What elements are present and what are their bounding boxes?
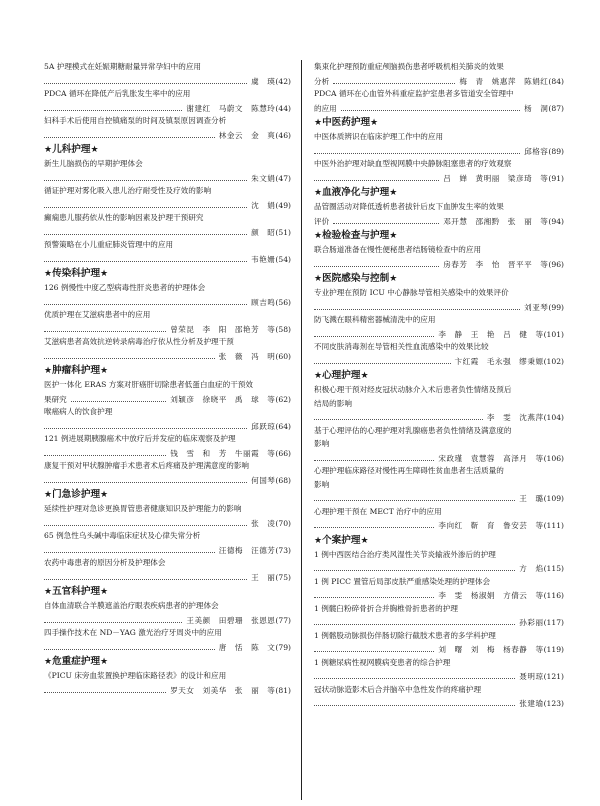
section-label: 危重症护理 bbox=[52, 656, 101, 667]
toc-entry[interactable] bbox=[44, 87, 291, 114]
entry-page-number: (75) bbox=[275, 572, 291, 582]
entry-title: 1 例 PICC 置管后局部皮肤严重感染处理的护理体会 bbox=[314, 576, 491, 586]
entry-title: 延续性护理对急诊更换胃管患者健康知识及护理能力的影响 bbox=[44, 504, 242, 513]
section-heading bbox=[44, 585, 291, 599]
entry-authors: 房春芳 李 怡 晋平平 等 bbox=[443, 259, 549, 269]
entry-author-line bbox=[44, 613, 291, 627]
dot-leader bbox=[71, 392, 166, 402]
entry-authors: 李向红 靳 育 鲁安芸 等 bbox=[438, 521, 544, 530]
entry-author-line bbox=[44, 419, 291, 433]
entry-page-number: (84) bbox=[548, 76, 564, 86]
entry-author-line bbox=[314, 588, 564, 602]
section-heading bbox=[314, 229, 564, 243]
entry-page-number: (91) bbox=[548, 173, 564, 183]
entry-author-line bbox=[44, 252, 291, 266]
toc-entry[interactable] bbox=[314, 629, 564, 656]
entry-authors: 刘 曙 刘 梅 杨春静 等 bbox=[438, 645, 544, 654]
entry-page-number: (117) bbox=[543, 618, 564, 627]
dot-leader bbox=[44, 322, 166, 332]
toc-entry[interactable] bbox=[44, 626, 291, 653]
dot-leader bbox=[314, 144, 520, 154]
toc-entry[interactable] bbox=[314, 313, 564, 340]
star-icon: ★ bbox=[44, 269, 53, 279]
toc-entry[interactable] bbox=[44, 378, 291, 405]
star-icon: ★ bbox=[314, 274, 323, 284]
toc-entry[interactable] bbox=[44, 157, 291, 184]
toc-entry[interactable] bbox=[44, 459, 291, 486]
entry-title: 联合肠道准备在慢性便秘患者结肠镜检查中的应用 bbox=[314, 245, 482, 254]
entry-title: 1 例髂股动脉损伤伴肠切除行截肢术患者的多学科护理 bbox=[314, 630, 496, 640]
entry-authors: 张 薇 冯 明 bbox=[218, 351, 276, 361]
dot-leader bbox=[44, 570, 247, 580]
dot-leader bbox=[314, 491, 515, 501]
entry-author-line bbox=[314, 669, 564, 683]
toc-entry[interactable] bbox=[314, 548, 564, 575]
entry-title: 集束化护理预防重症颅脑损伤患者呼吸机相关肺炎的效果 bbox=[314, 62, 504, 71]
entry-title: 1 例糖尿病性视网膜病变患者的综合护理 bbox=[314, 657, 451, 667]
entry-authors: 颜 昭 bbox=[251, 227, 276, 237]
toc-entry[interactable] bbox=[314, 575, 564, 602]
star-icon: ★ bbox=[100, 269, 109, 279]
section-heading bbox=[44, 655, 291, 669]
entry-title: 冠状动脉造影术后合并脑卒中急性发作的疼痛护理 bbox=[314, 684, 482, 694]
entry-title: 121 例进展期胰腺癌术中放疗后并发症的临床观察及护理 bbox=[44, 434, 236, 443]
section-heading bbox=[314, 186, 564, 200]
toc-entry[interactable] bbox=[314, 87, 564, 114]
toc-entry[interactable] bbox=[44, 281, 291, 308]
entry-authors: 聂明琼 bbox=[519, 672, 544, 681]
dot-leader bbox=[44, 613, 182, 623]
entry-author-line bbox=[44, 322, 291, 336]
entry-author-line bbox=[314, 257, 564, 271]
dot-leader bbox=[314, 588, 434, 598]
toc-entry[interactable] bbox=[314, 200, 564, 227]
section-label: 中医药护理 bbox=[322, 117, 371, 128]
section-heading bbox=[44, 267, 291, 281]
entry-title: 影响 bbox=[314, 439, 330, 448]
entry-page-number: (54) bbox=[275, 254, 291, 264]
entry-page-number: (44) bbox=[275, 103, 291, 113]
entry-authors: 吕 婵 黄明丽 梁彦琦 等 bbox=[443, 173, 549, 183]
toc-entry[interactable] bbox=[44, 238, 291, 265]
entry-page-number: (104) bbox=[543, 413, 564, 422]
toc-entry[interactable] bbox=[314, 505, 564, 532]
entry-author-line bbox=[44, 683, 291, 697]
entry-authors: 沈 娟 bbox=[251, 200, 276, 210]
entry-author-line bbox=[314, 171, 564, 185]
entry-author-line bbox=[314, 561, 564, 575]
entry-title: 1 例中西医结合治疗类风湿性关节炎输液外渗后的护理 bbox=[314, 549, 496, 559]
entry-authors: 杨 洞 bbox=[524, 103, 549, 113]
entry-authors: 方 焰 bbox=[519, 564, 544, 573]
entry-authors: 张 凌 bbox=[251, 518, 276, 528]
section-label: 门急诊护理 bbox=[52, 489, 101, 500]
entry-authors: 李 静 王 艳 吕 健 等 bbox=[438, 329, 544, 339]
right-column bbox=[314, 60, 564, 806]
dot-leader bbox=[44, 295, 247, 305]
dot-leader bbox=[44, 349, 215, 359]
dot-leader bbox=[314, 518, 434, 528]
star-icon: ★ bbox=[314, 231, 323, 241]
entry-authors: 梅 青 姚惠萍 陈娟红 bbox=[459, 76, 549, 86]
star-icon: ★ bbox=[389, 231, 398, 241]
dot-leader bbox=[44, 516, 247, 526]
entry-author-line bbox=[44, 128, 291, 142]
section-heading bbox=[314, 534, 564, 548]
star-icon: ★ bbox=[314, 535, 323, 546]
entry-page-number: (68) bbox=[275, 475, 291, 485]
entry-author-line bbox=[44, 171, 291, 185]
dot-leader bbox=[314, 451, 434, 461]
toc-entry[interactable] bbox=[314, 243, 564, 270]
toc-entry[interactable] bbox=[44, 60, 291, 87]
left-column bbox=[44, 60, 291, 806]
entry-authors: 汪德梅 汪德芳 bbox=[218, 545, 276, 555]
star-icon: ★ bbox=[100, 587, 109, 597]
toc-entry[interactable] bbox=[44, 114, 291, 141]
entry-title: 新生儿脑损伤的早期护理体会 bbox=[44, 159, 143, 168]
entry-author-line bbox=[314, 518, 564, 532]
entry-page-number: (47) bbox=[275, 173, 291, 183]
entry-page-number: (106) bbox=[543, 453, 564, 463]
entry-authors: 顾吉鸣 bbox=[251, 297, 276, 307]
entry-authors: 王 丽 bbox=[251, 572, 276, 582]
dot-leader bbox=[44, 419, 247, 429]
dot-leader bbox=[314, 696, 515, 706]
dot-leader bbox=[314, 642, 434, 652]
entry-authors: 虞 瑛 bbox=[251, 76, 276, 86]
toc-entry[interactable] bbox=[314, 286, 564, 313]
entry-page-number: (123) bbox=[543, 699, 564, 708]
section-label: 肿瘤科护理 bbox=[52, 365, 101, 376]
entry-authors: 邱格容 bbox=[524, 146, 549, 156]
entry-author-line bbox=[314, 327, 564, 341]
entry-authors: 李 雯 沈燕萍 bbox=[486, 413, 544, 422]
toc-entry[interactable] bbox=[314, 383, 564, 424]
entry-authors: 王美颜 田碧珊 张恩恩 bbox=[186, 615, 276, 625]
entry-author-line bbox=[314, 451, 564, 465]
entry-page-number: (62) bbox=[275, 394, 291, 404]
section-label: 个案护理 bbox=[322, 534, 361, 546]
entry-page-number: (73) bbox=[275, 545, 291, 555]
entry-authors: 刘颖彦 徐晓平 禹 球 等 bbox=[170, 394, 276, 404]
entry-author-line bbox=[44, 392, 291, 406]
entry-authors: 曾荣昆 李 阳 邵艳芳 等 bbox=[170, 324, 276, 334]
entry-title: 126 例慢性中度乙型病毒性肝炎患者的护理体会 bbox=[44, 283, 206, 292]
entry-title: 《PICU 床旁血浆置换护理临床路径表》的设计和应用 bbox=[44, 671, 227, 680]
entry-title: 5A 护理模式在妊娠期糖耐量异常孕妇中的应用 bbox=[44, 62, 202, 71]
dot-leader bbox=[314, 171, 439, 181]
toc-entry[interactable] bbox=[44, 211, 291, 238]
entry-authors: 钱 雪 和 芳 牛丽霞 等 bbox=[170, 448, 276, 458]
entry-title: 基于心理评估的心理护理对乳腺癌患者负性情绪及满意度的 bbox=[314, 425, 512, 435]
entry-author-line bbox=[314, 144, 564, 158]
section-heading bbox=[44, 364, 291, 378]
star-icon: ★ bbox=[100, 490, 109, 500]
dot-leader bbox=[314, 354, 451, 364]
section-heading bbox=[314, 272, 564, 286]
entry-title: 优质护理在艾滋病患者中的应用 bbox=[44, 310, 151, 319]
entry-title: PDCA 循环在降低产后乳胀发生率中的应用 bbox=[44, 89, 191, 98]
entry-page-number: (42) bbox=[275, 76, 291, 86]
entry-author-line bbox=[314, 410, 564, 424]
entry-page-number: (99) bbox=[548, 302, 564, 312]
entry-page-number: (87) bbox=[548, 103, 564, 113]
entry-author-line bbox=[44, 640, 291, 654]
entry-title: 农药中毒患者的原因分析及护理体会 bbox=[44, 558, 166, 567]
toc-entry[interactable] bbox=[314, 464, 564, 505]
dot-leader bbox=[44, 683, 166, 693]
entry-author-line bbox=[44, 198, 291, 212]
entry-page-number: (116) bbox=[543, 591, 564, 600]
entry-page-number: (102) bbox=[543, 356, 564, 366]
entry-author-line bbox=[314, 491, 564, 505]
entry-title: 专业护理在预防 ICU 中心静脉导管相关感染中的效果评价 bbox=[314, 288, 509, 297]
entry-author-line bbox=[44, 295, 291, 309]
star-icon: ★ bbox=[389, 274, 398, 284]
entry-author-line bbox=[314, 615, 564, 629]
dot-leader bbox=[44, 198, 247, 208]
toc-entry[interactable] bbox=[44, 556, 291, 583]
entry-title: 1 例髋臼粉碎骨折合并胸椎骨折患者的护理 bbox=[314, 603, 458, 613]
entry-title: 医护一体化 ERAS 方案对肝癌肝切除患者低蛋白血症的干预效 bbox=[44, 380, 254, 389]
entry-authors: 刘亚琴 bbox=[524, 302, 549, 312]
dot-leader bbox=[44, 473, 247, 483]
toc-entry[interactable] bbox=[44, 184, 291, 211]
toc-entry[interactable] bbox=[314, 60, 564, 87]
entry-author-line bbox=[314, 354, 564, 368]
entry-title: 癫痫患儿服药依从性的影响因素及护理干预研究 bbox=[44, 213, 204, 222]
dot-leader bbox=[314, 327, 434, 337]
entry-title: 四手操作技术在 ND－YAG 激光治疗牙周炎中的应用 bbox=[44, 628, 222, 637]
entry-authors: 李 雯 杨淑娟 方倩云 等 bbox=[438, 591, 544, 600]
entry-author-line bbox=[314, 74, 564, 88]
section-heading bbox=[314, 116, 564, 130]
dot-leader bbox=[44, 640, 215, 650]
entry-page-number: (111) bbox=[543, 521, 564, 530]
section-heading bbox=[44, 488, 291, 502]
entry-page-number: (81) bbox=[275, 685, 291, 695]
entry-author-line bbox=[314, 300, 564, 314]
entry-authors: 张建瑜 bbox=[519, 699, 544, 708]
entry-author-line bbox=[314, 642, 564, 656]
entry-author-line bbox=[44, 101, 291, 115]
entry-title: 品管圈活动对降低透析患者拔针后皮下血肿发生率的效果 bbox=[314, 202, 504, 211]
star-icon: ★ bbox=[360, 535, 369, 546]
entry-page-number: (49) bbox=[275, 200, 291, 210]
star-icon: ★ bbox=[44, 145, 53, 155]
entry-title: 预警策略在小儿重症肺炎管理中的应用 bbox=[44, 240, 174, 249]
star-icon: ★ bbox=[44, 657, 53, 667]
star-icon: ★ bbox=[370, 118, 379, 128]
dot-leader bbox=[314, 669, 515, 679]
toc-entry[interactable] bbox=[44, 529, 291, 556]
entry-page-number: (109) bbox=[543, 494, 564, 503]
section-label: 传染科护理 bbox=[52, 268, 101, 279]
entry-page-number: (58) bbox=[275, 324, 291, 334]
entry-title: 影响 bbox=[314, 479, 330, 489]
toc-entry[interactable] bbox=[314, 157, 564, 184]
entry-title: 中医外治护理对缺血型视网膜中央静脉阻塞患者的疗效观察 bbox=[314, 159, 512, 168]
column-divider bbox=[301, 60, 302, 800]
entry-author-line bbox=[44, 349, 291, 363]
star-icon: ★ bbox=[44, 587, 53, 597]
entry-page-number: (89) bbox=[548, 146, 564, 156]
dot-leader bbox=[44, 171, 247, 181]
dot-leader bbox=[314, 410, 483, 420]
entry-title: 心理护理干预在 MECT 治疗中的应用 bbox=[314, 506, 442, 516]
entry-title: 结局的影响 bbox=[314, 398, 352, 408]
entry-title-tail: 的应用 bbox=[314, 103, 337, 113]
section-label: 血液净化与护理 bbox=[322, 187, 390, 198]
entry-title-tail: 评价 bbox=[314, 216, 330, 226]
entry-authors: 何国琴 bbox=[251, 475, 276, 485]
star-icon: ★ bbox=[90, 145, 99, 155]
entry-page-number: (79) bbox=[275, 642, 291, 652]
entry-authors: 唐 恬 陈 文 bbox=[218, 642, 276, 652]
toc-entry[interactable] bbox=[44, 405, 291, 432]
entry-author-line bbox=[44, 570, 291, 584]
entry-authors: 林金云 金 爽 bbox=[218, 130, 276, 140]
section-label: 儿科护理 bbox=[52, 144, 91, 155]
entry-authors: 卞红霞 毛永强 缪秉嫄 bbox=[454, 356, 544, 366]
entry-author-line bbox=[44, 446, 291, 460]
star-icon: ★ bbox=[100, 657, 109, 667]
section-label: 心理护理 bbox=[322, 370, 361, 381]
dot-leader bbox=[44, 252, 247, 262]
dot-leader bbox=[333, 214, 439, 224]
entry-author-line bbox=[44, 516, 291, 530]
toc-entry[interactable] bbox=[314, 424, 564, 465]
dot-leader bbox=[314, 615, 515, 625]
toc-entry[interactable] bbox=[44, 308, 291, 335]
entry-title: 65 例急性乌头碱中毒临床症状及心律失常分析 bbox=[44, 531, 201, 540]
entry-page-number: (101) bbox=[543, 329, 564, 339]
entry-author-line bbox=[314, 696, 564, 710]
entry-page-number: (119) bbox=[543, 645, 564, 654]
entry-page-number: (70) bbox=[275, 518, 291, 528]
entry-title: 防飞溅在眼科精密器械清洗中的应用 bbox=[314, 315, 436, 324]
entry-page-number: (46) bbox=[275, 130, 291, 140]
entry-title: 不同皮肤消毒剂在导管相关性血流感染中的效果比较 bbox=[314, 342, 489, 351]
entry-authors: 邓开慧 邵湘黔 张 丽 等 bbox=[443, 216, 549, 226]
star-icon: ★ bbox=[100, 366, 109, 376]
entry-page-number: (56) bbox=[275, 297, 291, 307]
star-icon: ★ bbox=[389, 188, 398, 198]
dot-leader bbox=[44, 128, 215, 138]
toc-entry[interactable] bbox=[44, 669, 291, 696]
entry-title: 自体血清联合羊膜遮盖治疗眼表疾病患者的护理体会 bbox=[44, 601, 219, 610]
dot-leader bbox=[44, 101, 182, 111]
entry-authors: 孙彩丽 bbox=[519, 618, 544, 627]
section-heading bbox=[314, 369, 564, 383]
dot-leader bbox=[44, 74, 247, 84]
entry-author-line bbox=[44, 473, 291, 487]
star-icon: ★ bbox=[314, 188, 323, 198]
dot-leader bbox=[333, 74, 455, 84]
star-icon: ★ bbox=[44, 490, 53, 500]
entry-page-number: (115) bbox=[543, 564, 564, 573]
toc-entry[interactable] bbox=[314, 602, 564, 629]
entry-authors: 罗天女 刘美华 张 丽 等 bbox=[170, 685, 276, 695]
star-icon: ★ bbox=[44, 366, 53, 376]
dot-leader bbox=[44, 543, 215, 553]
entry-authors: 王 璐 bbox=[519, 494, 544, 503]
entry-title: 心理护理临床路径对慢性再生障碍性贫血患者生活质量的 bbox=[314, 466, 504, 475]
entry-title: 喉癌病人的饮食护理 bbox=[44, 407, 113, 416]
entry-title: 艾滋病患者高效抗逆转录病毒治疗依从性分析及护理干预 bbox=[44, 337, 234, 346]
toc-entry[interactable] bbox=[44, 432, 291, 459]
entry-title: 康复干预对甲状腺肿瘤手术患者术后疼痛及护理满意度的影响 bbox=[44, 461, 250, 470]
star-icon: ★ bbox=[360, 371, 369, 381]
toc-entry[interactable] bbox=[44, 599, 291, 626]
entry-page-number: (60) bbox=[275, 351, 291, 361]
dot-leader bbox=[314, 300, 520, 310]
entry-title: 积极心理干预对经皮冠状动脉介入术后患者负性情绪及预后 bbox=[314, 385, 512, 394]
section-label: 五官科护理 bbox=[52, 586, 101, 597]
entry-author-line bbox=[44, 225, 291, 239]
entry-page-number: (66) bbox=[275, 448, 291, 458]
entry-page-number: (94) bbox=[548, 216, 564, 226]
entry-author-line bbox=[314, 214, 564, 228]
section-label: 检验检查与护理 bbox=[322, 230, 390, 241]
toc-entry[interactable] bbox=[314, 683, 564, 710]
entry-authors: 韦艳姗 bbox=[251, 254, 276, 264]
section-label: 医院感染与控制 bbox=[322, 273, 390, 284]
toc-entry[interactable] bbox=[44, 335, 291, 362]
entry-title: 循证护理对雾化吸入患儿治疗耐受性及疗效的影响 bbox=[44, 186, 212, 195]
entry-authors: 邱跃琼 bbox=[251, 421, 276, 431]
dot-leader bbox=[44, 446, 166, 456]
entry-title-tail: 果研究 bbox=[44, 394, 67, 404]
entry-title: PDCA 循环在心血管外科重症监护室患者多管道安全管理中 bbox=[314, 89, 514, 98]
dot-leader bbox=[341, 101, 520, 111]
entry-authors: 宋政瑾 袁慧蓉 高泽月 等 bbox=[438, 453, 544, 463]
entry-page-number: (96) bbox=[548, 259, 564, 269]
dot-leader bbox=[314, 561, 515, 571]
entry-author-line bbox=[44, 74, 291, 88]
star-icon: ★ bbox=[314, 118, 323, 128]
toc-entry[interactable] bbox=[314, 340, 564, 367]
entry-title: 妇科手术后使用自控镇痛泵的时间及镇泵原因调查分析 bbox=[44, 116, 227, 125]
entry-authors: 谢建红 马蔚文 陈慧玲 bbox=[186, 103, 276, 113]
entry-author-line bbox=[314, 101, 564, 115]
entry-title: 中医体质辨识在临床护理工作中的应用 bbox=[314, 132, 444, 141]
entry-page-number: (51) bbox=[275, 227, 291, 237]
entry-author-line bbox=[44, 543, 291, 557]
toc-entry[interactable] bbox=[44, 502, 291, 529]
entry-authors: 朱文娟 bbox=[251, 173, 276, 183]
section-heading bbox=[44, 143, 291, 157]
entry-title-tail: 分析 bbox=[314, 76, 330, 86]
entry-page-number: (64) bbox=[275, 421, 291, 431]
star-icon: ★ bbox=[314, 371, 323, 381]
entry-page-number: (77) bbox=[275, 615, 291, 625]
toc-entry[interactable] bbox=[314, 130, 564, 157]
dot-leader bbox=[314, 257, 439, 267]
dot-leader bbox=[44, 225, 247, 235]
entry-page-number: (121) bbox=[543, 672, 564, 681]
toc-entry[interactable] bbox=[314, 656, 564, 683]
